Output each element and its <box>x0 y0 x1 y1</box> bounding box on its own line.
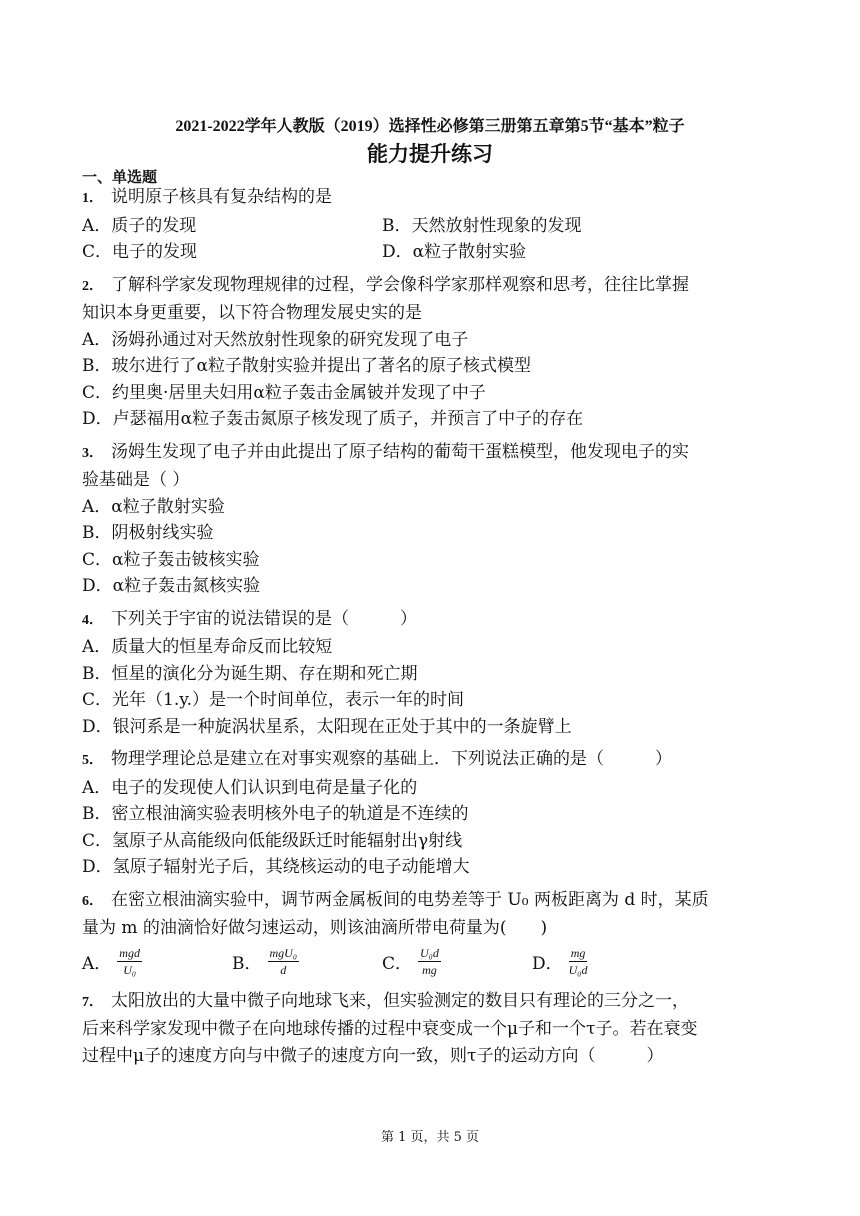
question-stem: 太阳放出的大量中微子向地球飞来，但实验测定的数目只有理论的三分之一， <box>111 990 689 1011</box>
question-number: 5． <box>82 753 103 768</box>
question-stem-cont: 过程中μ子的速度方向与中微子的速度方向一致，则τ子的运动方向（ ） <box>82 1045 664 1066</box>
fraction <box>418 945 441 978</box>
option-label: D． <box>532 954 563 974</box>
option-label: C． <box>382 954 413 974</box>
option-d: D．氢原子辐射光子后，其绕核运动的电子动能增大 <box>82 857 470 877</box>
denominator: d <box>280 963 287 977</box>
option-b: B．天然放射性现象的发现 <box>382 215 582 236</box>
option-d: D．α粒子散射实验 <box>382 242 527 262</box>
question-number: 3． <box>82 445 103 461</box>
question-list <box>82 184 802 1075</box>
option-b: B．玻尔进行了α粒子散射实验并提出了著名的原子核式模型 <box>82 356 531 376</box>
option-d: D．α粒子轰击氮核实验 <box>82 576 261 596</box>
question-number: 1． <box>82 191 103 206</box>
option-c: C．α粒子轰击铍核实验 <box>82 549 260 570</box>
question-number: 6． <box>82 893 103 909</box>
document-subtitle: 能力提升练习 <box>367 142 493 166</box>
section-heading: 一、单选题 <box>82 168 158 186</box>
question-1 <box>82 184 802 266</box>
option-a: A．质量大的恒星寿命反而比较短 <box>82 637 333 657</box>
question-number: 2． <box>82 278 103 294</box>
question-6 <box>82 887 802 982</box>
option-a: A．质子的发现 <box>82 215 197 236</box>
question-number: 4． <box>82 612 103 628</box>
question-stem: 汤姆生发现了电子并由此提出了原子结构的葡萄干蛋糕模型，他发现电子的实 <box>111 441 689 462</box>
denominator: mg <box>422 963 437 977</box>
question-5 <box>82 746 802 881</box>
option-c: C．光年（1.y.）是一个时间单位，表示一年的时间 <box>82 690 464 710</box>
question-stem: 了解科学家发现物理规律的过程，学会像科学家那样观察和思考，往往比掌握 <box>111 274 689 295</box>
question-7 <box>82 988 802 1070</box>
question-stem: 物理学理论总是建立在对事实观察的基础上．下列说法正确的是（ ） <box>111 749 672 769</box>
document-title: 2021-2022学年人教版（2019）选择性必修第三册第五章第5节“基本”粒子 <box>175 118 685 135</box>
fraction <box>117 945 142 978</box>
option-b: B．阴极射线实验 <box>82 523 214 543</box>
question-stem: 说明原子核具有复杂结构的是 <box>111 187 332 207</box>
question-stem-cont: 知识本身更重要，以下符合物理发展史实的是 <box>82 303 422 323</box>
question-stem-cont: 验基础是（ ） <box>82 470 190 490</box>
option-b: B．密立根油滴实验表明核外电子的轨道是不连续的 <box>82 804 469 824</box>
question-stem: 在密立根油滴实验中，调节两金属板间的电势差等于 U₀ 两板距离为 d 时，某质 <box>111 889 709 910</box>
option-c: C．约里奥·居里夫妇用α粒子轰击金属铍并发现了中子 <box>82 382 486 403</box>
option-label: B． <box>232 954 262 974</box>
numerator: U₀d <box>420 946 439 960</box>
option-d: D．银河系是一种旋涡状星系，太阳现在正处于其中的一条旋臂上 <box>82 716 572 737</box>
option-label: A． <box>82 954 112 974</box>
fraction <box>268 945 300 978</box>
question-2 <box>82 272 802 433</box>
numerator: mgd <box>119 946 140 960</box>
question-stem: 下列关于宇宙的说法错误的是（ ） <box>111 608 417 629</box>
option-a <box>82 945 232 978</box>
option-a: A．α粒子散射实验 <box>82 496 225 517</box>
option-b: B．恒星的演化分为诞生期、存在期和死亡期 <box>82 663 418 684</box>
fraction-options <box>82 942 802 982</box>
option-a: A．汤姆孙通过对天然放射性现象的研究发现了电子 <box>82 329 469 350</box>
option-a: A．电子的发现使人们认识到电荷是量子化的 <box>82 777 418 798</box>
denominator: U₀d <box>568 963 588 977</box>
numerator: mg <box>569 945 588 962</box>
question-number: 7． <box>82 994 103 1010</box>
question-stem-cont: 量为 m 的油滴恰好做匀速运动，则该油滴所带电荷量为( ) <box>82 918 548 938</box>
option-b <box>232 945 382 978</box>
question-stem-cont: 后来科学家发现中微子在向地球传播的过程中衰变成一个μ子和一个τ子。若在衰变 <box>82 1019 698 1039</box>
page-footer: 第 1 页，共 5 页 <box>380 1130 480 1145</box>
option-c: C．电子的发现 <box>82 242 198 262</box>
option-c: C．氢原子从高能级向低能级跃迁时能辐射出γ射线 <box>82 830 463 851</box>
fraction <box>569 945 588 978</box>
question-4 <box>82 606 802 741</box>
numerator: mgU₀ <box>269 946 298 960</box>
question-3 <box>82 439 802 600</box>
option-d <box>532 945 682 978</box>
option-d: D．卢瑟福用α粒子轰击氮原子核发现了质子，并预言了中子的存在 <box>82 409 584 429</box>
denominator: U₀ <box>123 963 137 977</box>
option-c <box>382 945 532 978</box>
